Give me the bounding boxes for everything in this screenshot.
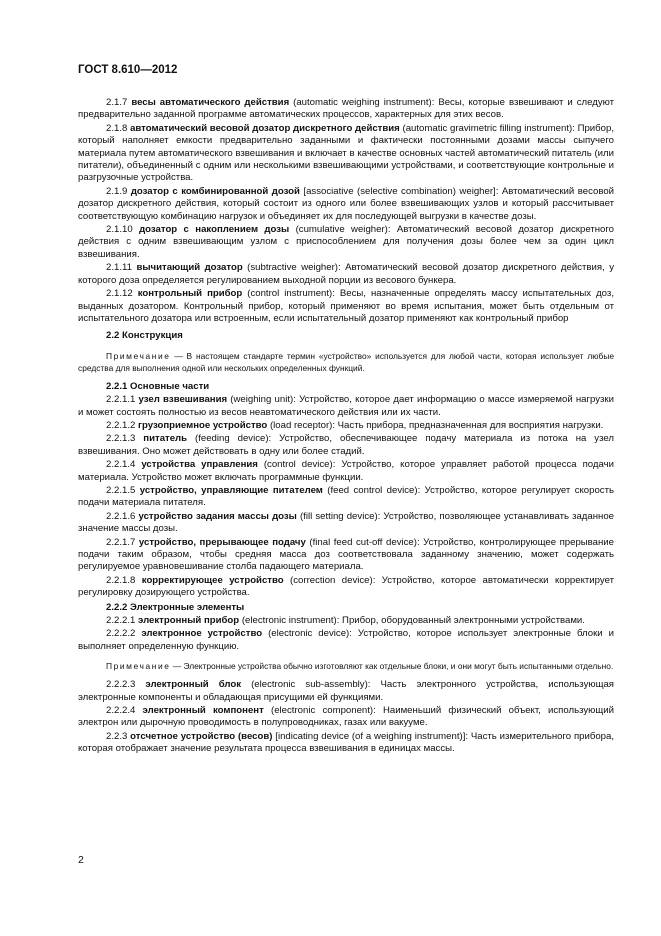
paragraph-2-2-2-1: 2.2.2.1 электронный прибор (electronic instrument): Прибор, оборудованный электронными устройствами.: [106, 615, 585, 627]
term: устройство, управляющие питателем: [139, 484, 323, 496]
page-number: 2: [78, 854, 84, 866]
paragraph-2-1-9: 2.1.9 дозатор с комбинированной дозой [associative (selective combination) weigher]: Автоматический весовой дозатор дискретного действия, который состоит из одного или более взвешивающих узлов и который рассчитывает соответствующую комбинацию нагрузок и объединяет их для последующей выгрузки в качестве дозы.: [78, 185, 615, 222]
paragraph-2-2-1-7: 2.2.1.7 устройство, прерывающее подачу (final feed cut-off device): Устройство, контролирующее прерывание подачи таким образом, чтобы средняя масса доз соответствовала заданному значению, может содержать регулируемое уравновешивание столба падающего материала.: [78, 536, 614, 573]
paragraph-2-2-2-2: 2.2.2.2 электронное устройство (electronic device): Устройство, которое использует электронные блоки и выполняет определенную функцию.: [78, 628, 614, 652]
term: вычитающий дозатор: [136, 262, 243, 274]
paragraph-2-2-1-2: 2.2.1.2 грузоприемное устройство (load receptor): Часть прибора, предназначенная для восприятия нагрузки.: [106, 419, 604, 431]
term: электронное устройство: [141, 628, 263, 640]
document-body: [78, 97, 614, 757]
paragraph-2-2-1-6: 2.2.1.6 устройство задания массы дозы (fill setting device): Устройство, позволяющее устанавливать заданное значение массы дозы.: [78, 510, 615, 535]
term: устройства управления: [141, 459, 258, 471]
section-heading-2-2: 2.2 Конструкция: [106, 330, 183, 342]
note-2: Примечание — Электронные устройства обычно изготовляют как отдельные блоки, и они могут быть испытанными отдельно.: [106, 661, 614, 672]
paragraph-2-2-1-4: 2.2.1.4 устройства управления (control device): Устройство, которое управляет работой процесса подачи материала. Устройство может включать программные функции.: [78, 459, 614, 483]
document-header: ГОСТ 8.610—2012: [78, 64, 178, 76]
paragraph-2-1-8: 2.1.8 автоматический весовой дозатор дискретного действия (automatic gravimetric filling instrument): Прибор, который наполняет емкости предварительно заданными и фактически постоянными дозами массы сыпучего материала путем автоматического взвешивания и включает в качестве основных частей автоматический питатель (или питатели), объединенный с одним или несколькими взвешивающими устройствами, и соответствующие контрольные и разгрузочные устройства.: [78, 122, 614, 184]
section-heading-2-2-2: 2.2.2 Электронные элементы: [106, 601, 245, 613]
paragraph-2-2-2-3: 2.2.2.3 электронный блок (electronic sub-assembly): Часть электронного устройства, использующая электронные компоненты и обладающая присущими ей функциями.: [78, 679, 615, 703]
paragraph-2-1-12: 2.1.12 контрольный прибор (control instrument): Весы, назначенные определять массу испытательных доз, выданных дозатором. Контрольный прибор, который применяют во время испытания, может быть отдельным от испытательного дозатора или встроенным, если испытательный дозатор применяют как контрольный прибор: [78, 288, 614, 324]
paragraph-2-1-7: 2.1.7 весы автоматического действия (automatic weighing instrument): Весы, которые взвешивают и следуют предварительно заданной программе автоматических процессов, характерных для этих весов.: [78, 97, 614, 121]
term: автоматический весовой дозатор дискретного действия: [130, 122, 400, 134]
term: устройство задания массы дозы: [138, 510, 297, 522]
term: питатель: [143, 433, 188, 445]
paragraph-2-2-3: 2.2.3 отсчетное устройство (весов) [indicating device (of a weighing instrument)]: Часть измерительного прибора, которая отображает значение результата процесса взвешивания в единицах массы.: [78, 730, 614, 755]
term: дозатор с комбинированной дозой: [130, 185, 300, 197]
term: контрольный прибор: [137, 288, 243, 300]
paragraph-2-1-10: 2.1.10 дозатор с накоплением дозы (cumulative weigher): Автоматический весовой дозатор дискретного действия с одним взвешивающим узлом с приспособлением для получения дозы более чем за один цикл взвешивания.: [78, 224, 614, 260]
paragraph-2-1-11: 2.1.11 вычитающий дозатор (subtractive weigher): Автоматический весовой дозатор дискретного действия, у которого доза определяется регулированием выходной порции из весового бункера.: [78, 262, 614, 286]
term: электронный компонент: [142, 705, 264, 717]
paragraph-2-2-2-4: 2.2.2.4 электронный компонент (electronic component): Наименьший физический объект, использующий электрон или дырочную проводимость в полупроводниках, газах или вакууме.: [78, 705, 614, 729]
term: корректирующее устройство: [141, 574, 284, 586]
term: устройство, прерывающее подачу: [138, 536, 306, 548]
paragraph-2-2-1-8: 2.2.1.8 корректирующее устройство (correction device): Устройство, которое автоматически корректирует регулировку дозирующего устройства.: [78, 574, 614, 599]
term: грузоприемное устройство: [138, 419, 268, 431]
term: узел взвешивания: [138, 394, 228, 406]
term: дозатор с накоплением дозы: [139, 224, 290, 236]
term: электронный блок: [145, 679, 242, 691]
paragraph-2-2-1-3: 2.2.1.3 питатель (feeding device): Устройство, обеспечивающее подачу материала из потока на узел взвешивания. Оно может действовать в одну или более стадий.: [78, 433, 614, 457]
term: весы автоматического действия: [131, 97, 290, 108]
term: отсчетное устройство (весов): [130, 730, 273, 742]
note-1: Примечание — В настоящем стандарте термин «устройство» используется для любой части, которая использует любые средства для выполнения одной или нескольких определенных функций.: [78, 350, 614, 373]
note-label: Примечание: [106, 661, 171, 672]
paragraph-2-2-1-5: 2.2.1.5 устройство, управляющие питателем (feed control device): Устройство, которое регулирует скорость подачи материала питателя.: [78, 484, 614, 509]
paragraph-2-2-1-1: 2.2.1.1 узел взвешивания (weighing unit): Устройство, которое дает информацию о массе измеряемой нагрузки и может состоять полностью из весов неавтоматического действия или их части.: [78, 394, 614, 418]
term: электронный прибор: [138, 615, 240, 627]
section-heading-2-2-1: 2.2.1 Основные части: [106, 380, 210, 392]
note-label: Примечание: [106, 350, 171, 361]
